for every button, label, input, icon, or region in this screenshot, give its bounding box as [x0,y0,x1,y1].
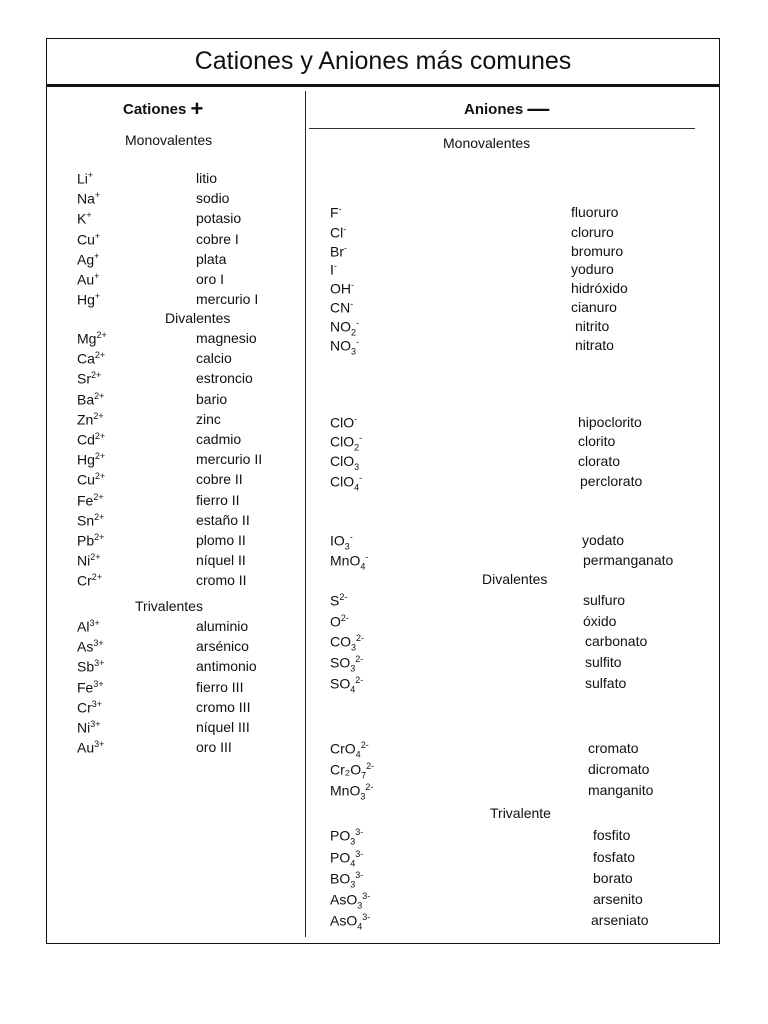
anion-base: NO [330,318,351,335]
cation-name: plomo II [196,532,246,548]
cation-element: Al [77,618,90,635]
anion-formula [330,453,359,472]
anion-charge: 3- [355,870,364,880]
anion-formula [330,318,359,337]
anion-subscript: 2 [351,327,357,338]
anion-base: I [330,261,334,278]
anion-charge: - [351,280,354,290]
anion-base: SO [330,654,351,671]
column-divider [305,91,306,937]
cation-name: arsénico [196,638,249,655]
anion-subscript: 7 [361,770,367,781]
anion-formula [330,633,364,652]
cation-element: Fe [77,492,94,509]
anion-formula [330,280,354,297]
cation-charge: 2+ [94,532,105,542]
anion-charge: 2- [340,613,349,623]
anion-name: permanganato [583,552,674,568]
anion-charge: 2- [356,633,365,643]
anion-formula [330,761,374,780]
cation-element: Cr [77,699,92,716]
anion-subscript: 4 [360,561,366,572]
table-frame [46,38,720,944]
cation-name: fierro II [196,491,240,508]
anion-base: OH [330,280,351,297]
cation-charge: + [94,230,101,241]
anion-charge: - [333,261,337,271]
cation-name: fierro III [196,678,244,695]
cation-name: oro I [196,271,225,287]
anions-header-rule [309,128,695,129]
cation-symbol [77,370,101,387]
cation-charge: + [94,250,100,261]
anion-base: MnO [330,782,361,799]
cation-name: cromo II [196,572,247,589]
anion-formula [330,654,363,673]
anion-name: cianuro [571,299,617,315]
anion-formula [330,870,363,889]
cation-name: calcio [196,350,232,367]
anion-base: CrO [330,740,356,757]
anion-name: sulfito [585,654,622,670]
cation-name: potasio [196,210,242,227]
cation-symbol [77,291,100,308]
anion-base: ClO [330,414,355,431]
anion-charge: - [356,337,360,347]
cation-symbol [77,512,104,529]
anion-formula [330,675,363,694]
anion-name: sulfato [585,675,627,691]
anion-formula [330,849,363,868]
cation-name: magnesio [196,330,257,346]
anion-charge: 3- [362,912,371,922]
anion-formula [330,414,357,431]
cation-charge: 3+ [94,658,105,669]
cations-header-label: Cationes [123,101,187,118]
cation-charge: 2+ [94,431,106,441]
anion-name: cromato [588,740,639,756]
anion-name: nitrato [575,337,614,353]
cation-name: zinc [196,410,221,427]
anion-subscript: 3 [350,879,356,890]
anion-name: yodato [582,532,625,548]
cation-name: plata [196,250,227,267]
anion-charge: - [349,532,353,542]
anion-base: SO [330,675,351,692]
anion-subscript: 3 [360,791,366,802]
anion-formula [330,552,368,571]
cation-charge: 2+ [93,491,104,502]
cation-name: sodio [196,190,230,207]
anion-formula [330,782,373,801]
cation-symbol [77,658,104,675]
anion-name: nitrito [575,318,610,334]
anion-base: MnO [330,552,361,569]
cation-symbol [77,679,104,696]
cation-element: Li [77,170,88,187]
cation-charge: 2+ [96,330,107,340]
anion-charge: 2- [339,592,348,602]
cations-group-label: Divalentes [165,310,231,326]
anion-charge: 3- [362,891,371,901]
anion-base: AsO [330,891,358,908]
cation-element: Na [77,190,95,207]
cation-element: Au [77,271,95,288]
anion-base: BO [330,870,351,887]
anion-charge: - [350,299,354,309]
anion-name: sulfuro [583,592,626,608]
anion-charge: - [359,473,363,483]
cation-element: Mg [77,330,97,347]
cation-element: Fe [77,679,94,696]
anion-charge: 2- [360,740,369,750]
minus-icon: — [527,96,550,121]
cation-name: níquel III [196,719,250,735]
anion-charge: - [365,552,369,562]
cation-charge: + [87,170,94,180]
cation-element: Ca [77,350,95,367]
cation-element: Ni [77,719,91,736]
anion-charge: - [343,224,347,234]
anion-name: perclorato [580,473,643,489]
anion-charge: 2- [365,782,374,792]
anion-charge: 2- [355,675,364,685]
anion-formula [330,224,346,241]
anion-charge: 2- [366,761,375,771]
cation-element: Hg [77,291,95,308]
anion-subscript: 2 [354,442,360,453]
anion-base: PO [330,827,351,844]
anion-base: Br [330,243,344,260]
anion-name: fluoruro [571,204,619,220]
anion-base: ClO [330,453,355,469]
anion-charge: 3- [355,827,364,837]
cation-symbol [77,471,105,488]
cation-symbol [77,170,93,187]
anion-name: manganito [588,782,654,798]
cation-name: cromo III [196,698,251,715]
cation-charge: 3+ [91,698,103,709]
anion-formula [330,337,359,356]
cation-symbol [77,391,104,408]
anion-name: bromuro [571,243,624,259]
cation-symbol [77,638,104,655]
cation-symbol [77,431,105,448]
anion-subscript: 3 [351,346,357,357]
anion-base: ClO [330,433,355,450]
cations-group-label: Trivalentes [135,598,203,614]
anion-base: Cr₂O [330,761,362,778]
cation-charge: 3+ [93,678,104,689]
cation-element: Pb [77,532,95,549]
anion-charge: - [359,433,363,443]
cation-name: litio [196,170,218,186]
anion-name: fosfito [593,827,631,843]
cation-name: cobre I [196,230,239,247]
anion-name: carbonato [585,633,648,649]
anion-base: Cl [330,224,344,241]
anion-base: F [330,204,339,221]
anion-name: hipoclorito [578,414,642,430]
anion-subscript: 3 [357,900,363,911]
anion-subscript: 4 [355,749,361,760]
cation-charge: 2+ [94,350,106,361]
anion-formula [330,433,362,452]
anion-name: óxido [583,613,617,629]
cation-name: mercurio II [196,451,263,468]
cation-element: Au [77,739,95,756]
anion-charge: - [356,318,360,328]
anion-subscript: 3 [344,541,350,552]
anions-group-label: Monovalentes [443,135,531,151]
cation-symbol [77,719,101,736]
anion-name: hidróxido [571,280,628,296]
cation-element: Sn [77,512,95,529]
cation-symbol [77,572,102,589]
anion-base: CO [330,633,351,650]
cation-element: Ni [77,552,91,569]
cation-name: cadmio [196,431,242,447]
cation-name: cobre II [196,471,243,488]
cation-element: K [77,211,87,228]
anion-subscript: 3 [354,461,360,472]
anion-formula [330,532,353,551]
cation-charge: 2+ [94,511,105,522]
cation-symbol [77,231,100,248]
cation-symbol [77,251,99,268]
cation-symbol [77,739,104,756]
cation-symbol [77,411,104,428]
cation-name: bario [196,390,228,407]
cation-name: níquel II [196,552,246,569]
cation-name: estaño II [196,511,250,528]
anion-name: clorato [578,453,621,469]
cation-symbol [77,271,99,288]
anion-formula [330,613,349,630]
cation-symbol [77,492,104,509]
anions-group-label: Divalentes [482,571,548,587]
cation-charge: 2+ [91,370,102,381]
anion-subscript: 3 [350,836,356,847]
anion-subscript: 4 [350,858,356,869]
cation-symbol [77,350,105,367]
cation-element: Ag [77,251,95,268]
cation-element: Cd [77,431,95,448]
anion-charge: - [338,204,342,214]
anion-base: ClO [330,473,355,490]
anion-charge: - [354,414,358,424]
anion-name: dicromato [588,761,650,777]
anion-name: arsenito [593,891,643,907]
cation-symbol [77,699,102,716]
anions-header-label: Aniones [464,101,524,118]
cation-symbol [77,330,107,347]
anion-base: CN [330,299,351,316]
cation-name: aluminio [196,618,249,634]
cation-symbol [77,532,104,549]
cation-symbol [77,552,101,569]
anion-subscript: 4 [354,482,360,493]
cation-element: Hg [77,451,95,468]
anion-formula [330,243,347,260]
cation-charge: 2+ [93,410,104,421]
cation-charge: + [94,271,100,281]
cation-charge: 3+ [94,739,105,750]
cation-charge: + [94,190,101,201]
cation-charge: 2+ [94,390,105,401]
cation-element: Sb [77,659,95,676]
anion-name: arseniato [591,912,649,928]
cation-element: Cu [77,231,95,248]
anion-formula [330,261,337,278]
anion-formula [330,299,353,316]
anion-subscript: 3 [351,642,357,653]
cation-charge: 2+ [90,552,101,563]
plus-icon: + [190,96,204,121]
cation-symbol [77,451,105,468]
cation-name: oro III [196,739,232,756]
cation-charge: + [94,291,101,302]
anions-header [464,96,549,122]
anion-base: O [330,613,341,630]
cation-charge: 3+ [93,638,104,649]
cation-symbol [77,190,100,207]
anion-subscript: 4 [357,921,363,932]
cation-charge: 2+ [94,451,106,462]
anion-base: S [330,592,340,609]
anion-formula [330,740,369,759]
cation-element: Sr [77,371,91,388]
anion-formula [330,204,342,221]
cation-name: antimonio [196,658,257,675]
cation-symbol [77,618,100,635]
cation-charge: 2+ [91,572,103,583]
anion-subscript: 4 [350,684,356,695]
anion-formula [330,827,363,846]
anion-name: yoduro [571,261,614,277]
cation-name: estroncio [196,370,253,387]
cation-element: Zn [77,411,94,428]
anion-charge: 2- [355,654,364,664]
cation-element: Cu [77,472,95,489]
anion-formula [330,592,347,609]
cation-charge: + [86,210,92,221]
anion-charge: - [344,243,347,253]
anion-formula [330,473,362,492]
page-title: Cationes y Aniones más comunes [47,39,719,87]
cation-element: Cr [77,573,92,590]
anion-base: NO [330,337,351,354]
anion-name: clorito [578,433,616,449]
anion-base: AsO [330,912,358,929]
cations-group-label: Monovalentes [125,132,213,148]
anions-group-label: Trivalente [490,805,551,821]
cation-element: As [77,638,94,655]
cation-charge: 3+ [89,618,100,628]
anion-name: fosfato [593,849,636,865]
anion-name: borato [593,870,633,886]
anion-subscript: 3 [350,663,356,674]
anion-base: IO [330,532,345,549]
cation-charge: 2+ [94,471,106,482]
cation-name: mercurio I [196,291,259,308]
anion-name: cloruro [571,224,614,240]
cation-charge: 3+ [90,719,101,729]
anion-formula [330,912,370,931]
cation-symbol [77,210,92,227]
anion-charge: 3- [355,849,364,859]
cations-header [123,96,203,122]
anion-formula [330,891,370,910]
anion-base: PO [330,849,351,866]
cation-element: Ba [77,391,95,408]
